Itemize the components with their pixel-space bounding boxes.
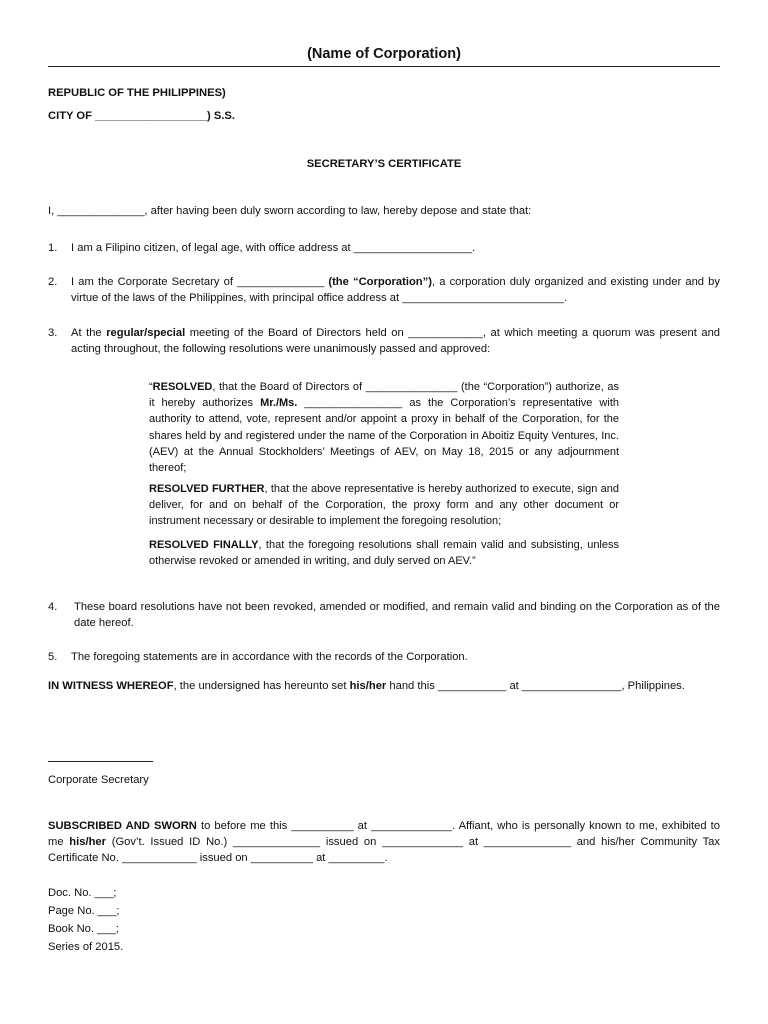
item-2-corporation-term: (the “Corporation”)	[328, 276, 432, 288]
corporation-name-heading: (Name of Corporation)	[307, 46, 461, 62]
item-4-number: 4.	[48, 601, 58, 613]
item-2	[48, 274, 720, 306]
jurat-text-part: (Gov’t. Issued ID No.) ______________ issued on _____________ at ______________ and his/her Community Tax Certificate No. ____________ issued on __________ at _________.	[48, 836, 720, 864]
venue-city: CITY OF __________________) S.S.	[48, 110, 236, 122]
notary-page-no: Page No. ___;	[48, 905, 120, 917]
item-3	[48, 325, 720, 357]
witness-text-part: , the undersigned has hereunto set	[173, 680, 350, 692]
heading-rule	[48, 66, 720, 67]
resolution-3-text-part: , that the foregoing resolutions shall remain valid and subsisting, unless otherwise revoked or amended in writing, and duly served on AEV.”	[149, 539, 619, 568]
item-3-text-part: meeting of the Board of Directors held on ____________, at which meeting a quorum was present and acting throughout, the following resolutions were unanimously passed and approved:	[71, 327, 721, 355]
item-1	[48, 240, 720, 256]
item-4	[48, 599, 720, 631]
item-5	[48, 649, 720, 665]
item-5-text: The foregoing statements are in accordance with the records of the Corporation.	[71, 651, 468, 663]
jurat-keyword: SUBSCRIBED AND SWORN	[48, 820, 197, 832]
item-2-text-part: , a corporation duly organized and existing under and by virtue of the laws of the Philippines, with principal office address at __________________________.	[71, 276, 720, 304]
signature-line	[48, 761, 153, 762]
resolution-3-keyword: RESOLVED FINALLY	[149, 539, 259, 551]
intro-statement: I, ______________, after having been duly sworn according to law, hereby depose and state that:	[48, 205, 532, 217]
witness-pronoun: his/her	[349, 680, 387, 692]
item-5-number: 5.	[48, 651, 58, 663]
item-1-text: I am a Filipino citizen, of legal age, with office address at ___________________.	[71, 242, 476, 254]
item-3-meeting-type: regular/special	[106, 327, 186, 339]
resolution-3	[149, 537, 619, 569]
item-1-number: 1.	[48, 242, 58, 254]
resolution-1-text-part: ________________ as the Corporation’s representative with authority to attend, vote, represent and/or appoint a proxy in behalf of the Corporation, for the shares held by and registered under the name of the Corporation in Aboitiz Equity Ventures, Inc. (AEV) at the Annual Stockholders’ Meetings of AEV, on May 18, 2015 or any adjournment thereof;	[149, 397, 619, 475]
witness-keyword: IN WITNESS WHEREOF	[48, 680, 174, 692]
jurat-pronoun: his/her	[69, 836, 106, 848]
item-3-number: 3.	[48, 327, 58, 339]
resolution-2	[149, 481, 619, 530]
resolution-2-keyword: RESOLVED FURTHER	[149, 483, 265, 495]
notary-series: Series of 2015.	[48, 941, 124, 953]
venue-republic: REPUBLIC OF THE PHILIPPINES)	[48, 87, 226, 99]
item-3-text	[71, 325, 720, 357]
item-2-text	[71, 274, 720, 306]
document-title: SECRETARY’S CERTIFICATE	[306, 158, 462, 170]
item-3-text-part: At the	[71, 327, 107, 339]
item-2-text-part: I am the Corporate Secretary of ______________	[71, 276, 329, 288]
notary-book-no: Book No. ___;	[48, 923, 119, 935]
jurat-clause	[48, 818, 720, 866]
jurat-text-part: to before me this __________ at _____________. Affiant, who is personally known to me, exhibited to me	[48, 820, 721, 848]
item-4-text: These board resolutions have not been revoked, amended or modified, and remain valid and binding on the Corporation as of the date hereof.	[74, 601, 720, 629]
witness-text-part: hand this ___________ at ________________, Philippines.	[386, 680, 685, 692]
resolution-1-keyword: RESOLVED	[152, 381, 213, 393]
resolution-1	[149, 379, 619, 476]
witness-clause	[48, 678, 685, 694]
resolution-1-quote-mark: “	[149, 381, 153, 393]
signature-label: Corporate Secretary	[48, 774, 149, 786]
resolution-1-honorific: Mr./Ms.	[260, 397, 298, 410]
resolution-1-text-part: , that the Board of Directors of _______________ (the “Corporation”) authorize, as it hereby authorizes	[149, 381, 619, 410]
resolution-2-text-part: , that the above representative is hereby authorized to execute, sign and deliver, for and on behalf of the Corporation, the proxy form and any other document or instrument necessary or desirable to implement the foregoing resolution;	[149, 483, 619, 528]
item-2-number: 2.	[48, 276, 58, 288]
notary-doc-no: Doc. No. ___;	[48, 887, 117, 899]
